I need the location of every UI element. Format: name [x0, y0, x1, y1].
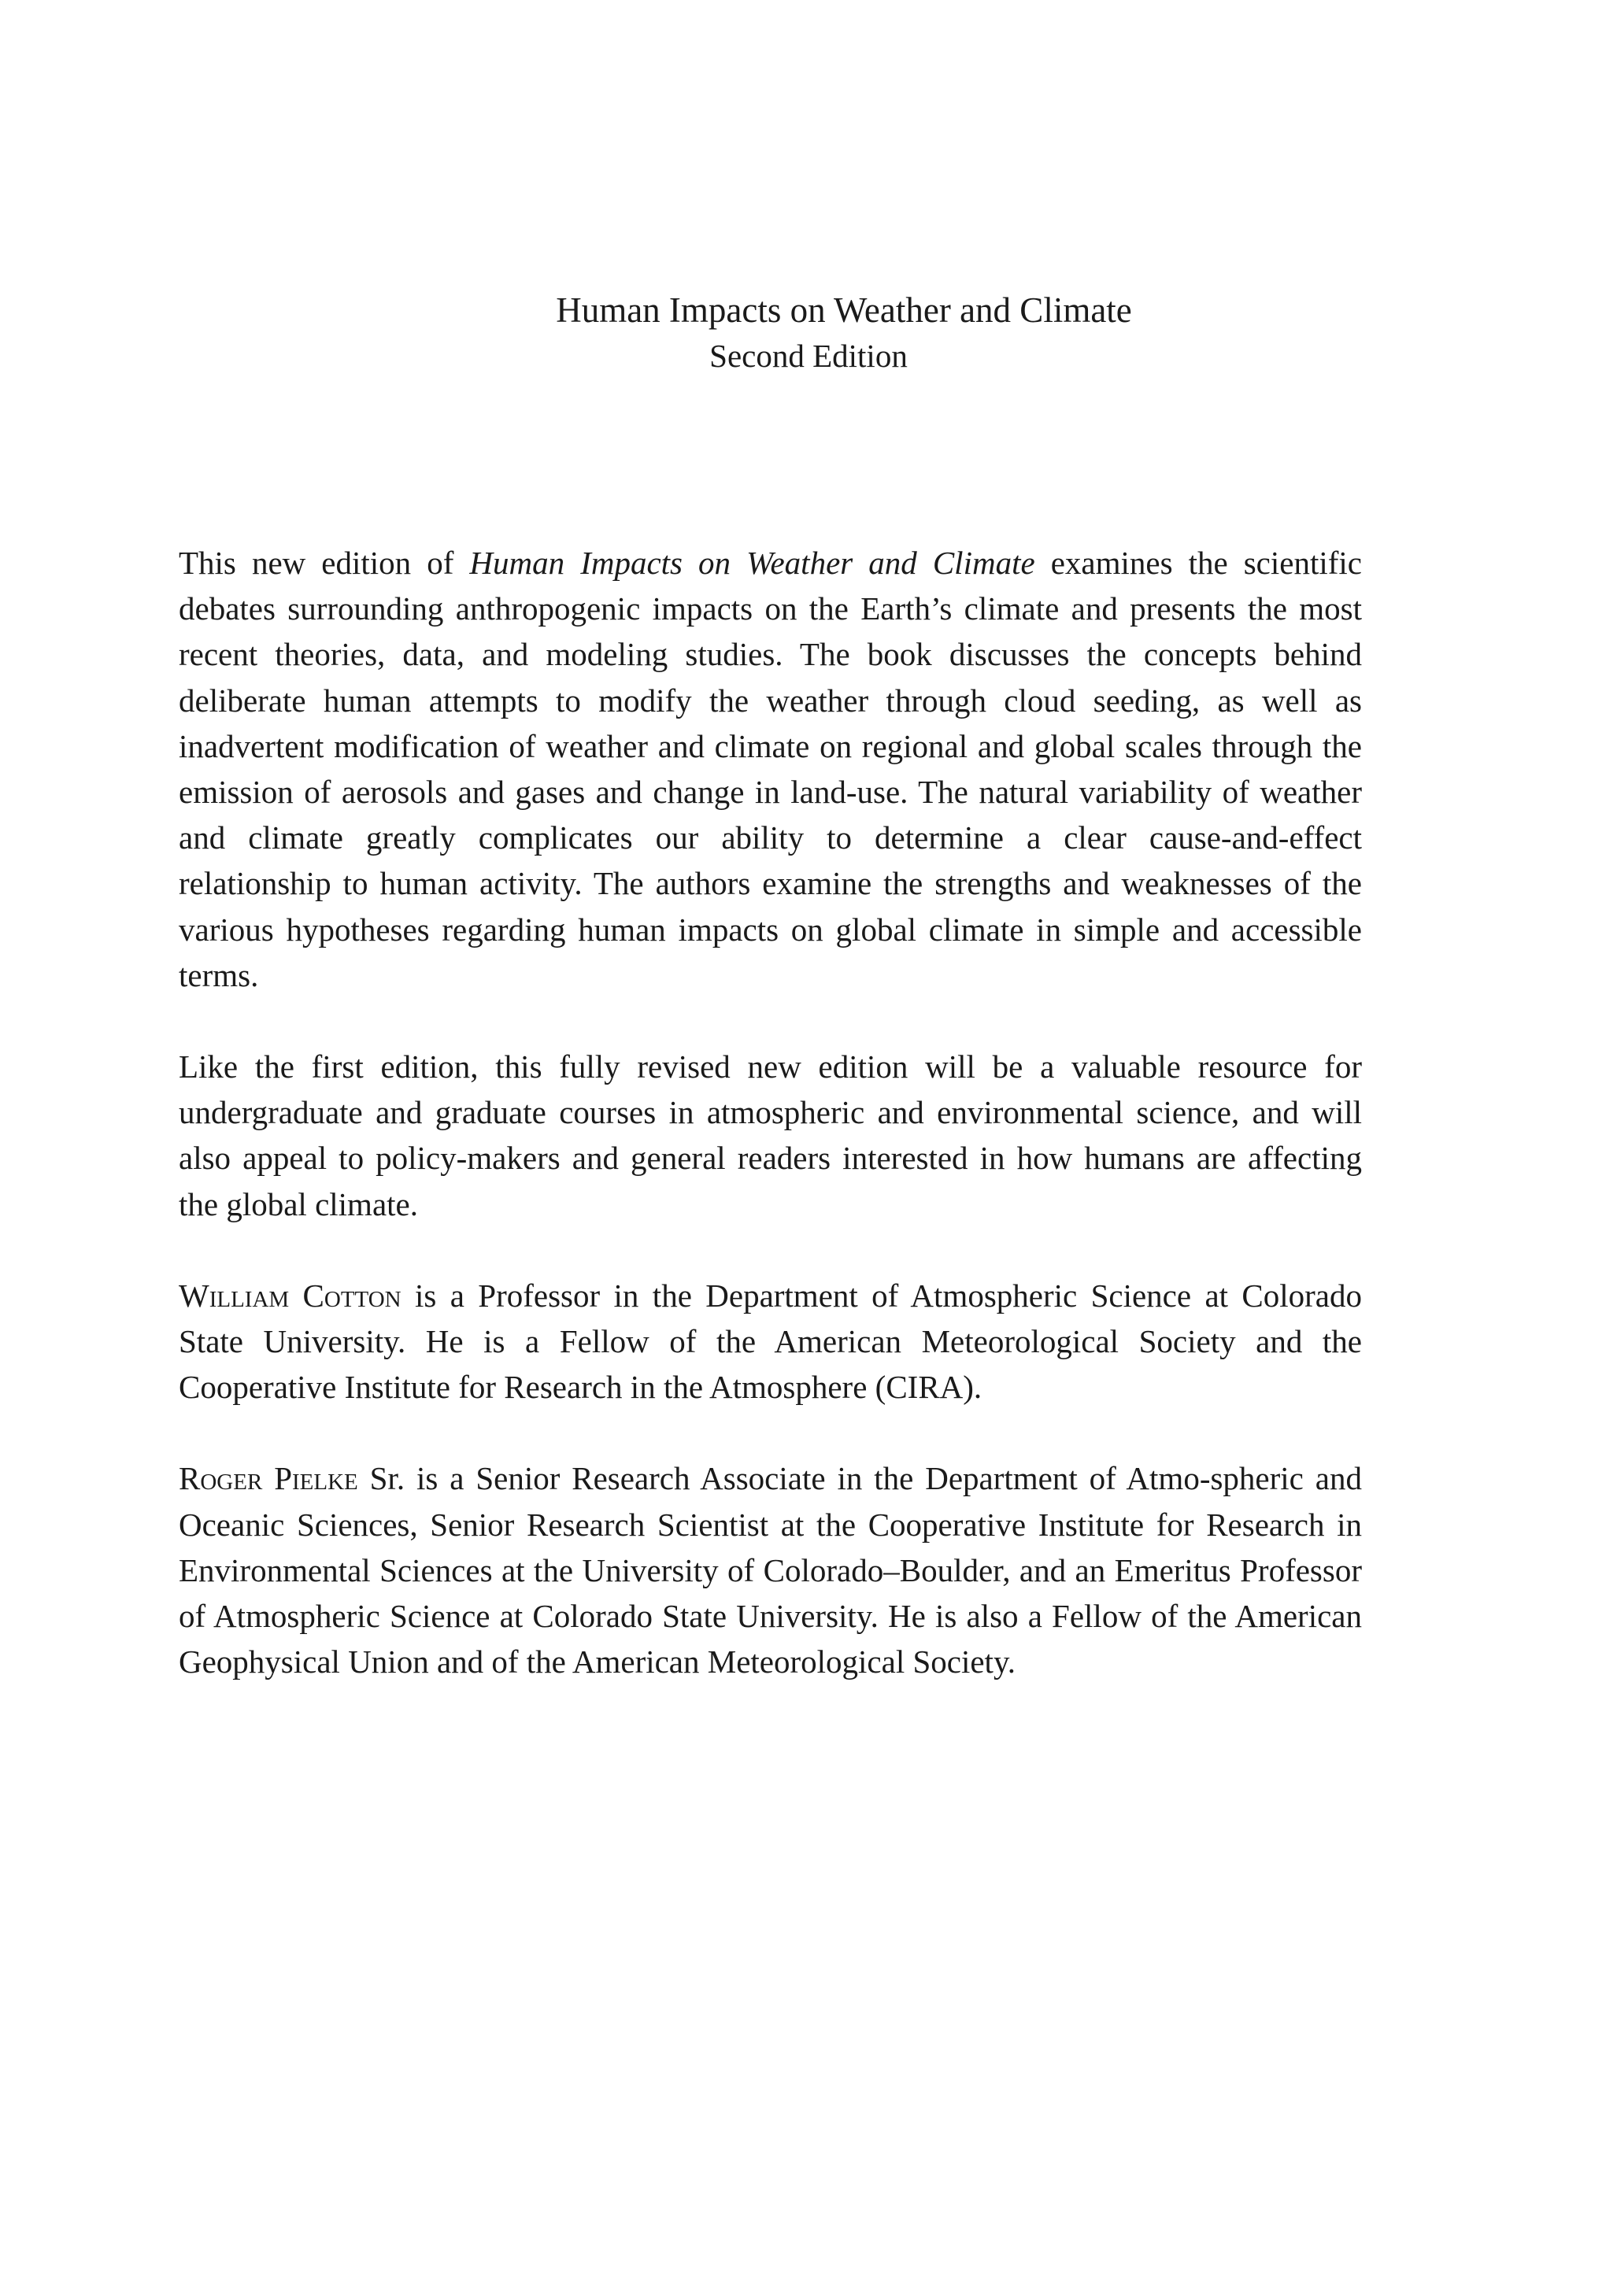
- description-rest: examines the scientific debates surrounding anthropogenic impacts on the Earth’s climate and presents the most recent theories, data, and modeling studies. The book discusses the concepts behind deliberate human attempts to modify the weather through cloud seeding, as well as inadvertent modification of weather and climate on regional and global scales through the emission of aerosols and gases and change in land-use. The natural variability of weather and climate greatly complicates our ability to determine a clear cause-and-effect relationship to human activity. The authors examine the strengths and weaknesses of the various hypotheses regarding human impacts on global climate in simple and accessible terms.: [179, 545, 1362, 993]
- author-name-cotton: William Cotton: [179, 1277, 401, 1314]
- edition-label: Second Edition: [709, 338, 908, 374]
- author-text-cotton: is a Professor in the Department of Atmospheric Science at Colorado State University. He is a Fellow of the American Meteorological Society and the Cooperative Institute for Research in the Atmosphere (CIRA).: [179, 1277, 1362, 1406]
- author-bio-cotton: [179, 1273, 1362, 1411]
- book-title: Human Impacts on Weather and Climate: [556, 290, 1132, 330]
- description-paragraph-1: [179, 540, 1362, 998]
- title-block: [0, 285, 1617, 376]
- description-paragraph-2: Like the first edition, this fully revised new edition will be a valuable resource for undergraduate and graduate courses in atmospheric and environmental science, and will also appeal to policy-makers and general readers interested in how humans are affecting the global climate.: [179, 1048, 1362, 1222]
- author-suffix-pielke: Sr.: [357, 1460, 405, 1497]
- body-text: [179, 540, 1362, 1730]
- author-bio-pielke: [179, 1455, 1362, 1684]
- author-name-pielke: Roger Pielke: [179, 1460, 358, 1497]
- author-text-pielke: is a Senior Research Associate in the Department of Atmo-spheric and Oceanic Sciences, Senior Research Scientist at the Cooperative Institute for Research in Environmental Sciences at the University of Colorado–Boulder, and an Emeritus Professor of Atmospheric Science at Colorado State University. He is also a Fellow of the American Geophysical Union and of the American Meteorological Society.: [179, 1460, 1362, 1680]
- description-lead: This new edition of: [179, 545, 470, 581]
- description-book-title: Human Impacts on Weather and Climate: [469, 545, 1035, 581]
